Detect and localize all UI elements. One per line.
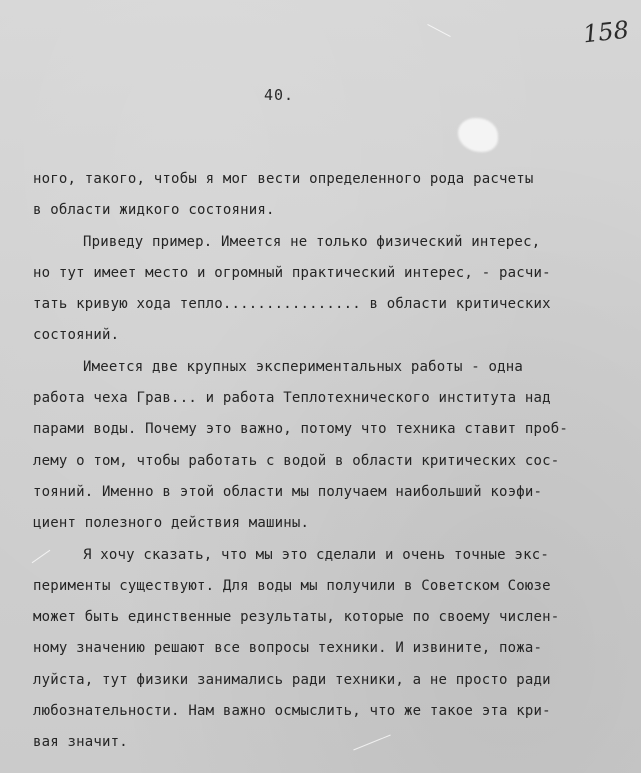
- text-line: циент полезного действия машины.: [33, 515, 310, 532]
- paper-stain: [458, 118, 498, 152]
- paragraph-start-line: Я хочу сказать, что мы это сделали и очень точные экс-: [83, 546, 549, 563]
- text-line: любознательности. Нам важно осмыслить, что же такое эта кри-: [33, 703, 551, 720]
- text-line: но тут имеет место и огромный практический интерес, - расчи-: [33, 264, 551, 281]
- body-text: [33, 164, 613, 759]
- text-line: луйста, тут физики занимались ради техники, а не просто ради: [33, 671, 551, 688]
- text-line: лему о том, чтобы работать с водой в области критических сос-: [33, 452, 560, 469]
- text-line: тать кривую хода тепло................ в области критических: [33, 296, 551, 313]
- text-line: вая значит.: [33, 734, 128, 751]
- page-number: 40.: [264, 86, 295, 104]
- text-line: ного, такого, чтобы я мог вести определенного рода расчеты: [33, 171, 534, 187]
- film-scratch: [427, 24, 450, 37]
- paragraph-start-line: Приведу пример. Имеется не только физический интерес,: [83, 233, 541, 250]
- text-line: состояний.: [33, 327, 120, 344]
- text-line: перименты существуют. Для воды мы получили в Советском Союзе: [33, 577, 551, 594]
- folio-number: 158: [581, 15, 631, 49]
- text-line: может быть единственные результаты, которые по своему числен-: [33, 609, 560, 626]
- text-line: работа чеха Грав... и работа Теплотехнического института над: [33, 390, 551, 407]
- text-line: парами воды. Почему это важно, потому что техника ставит проб-: [33, 421, 568, 438]
- paragraph-start-line: Имеется две крупных экспериментальных работы - одна: [83, 358, 524, 375]
- text-line: ному значению решают все вопросы техники. И извините, пожа-: [33, 640, 543, 657]
- text-line: тояний. Именно в этой области мы получаем наибольший коэфи-: [33, 483, 543, 500]
- text-line: в области жидкого состояния.: [33, 202, 275, 219]
